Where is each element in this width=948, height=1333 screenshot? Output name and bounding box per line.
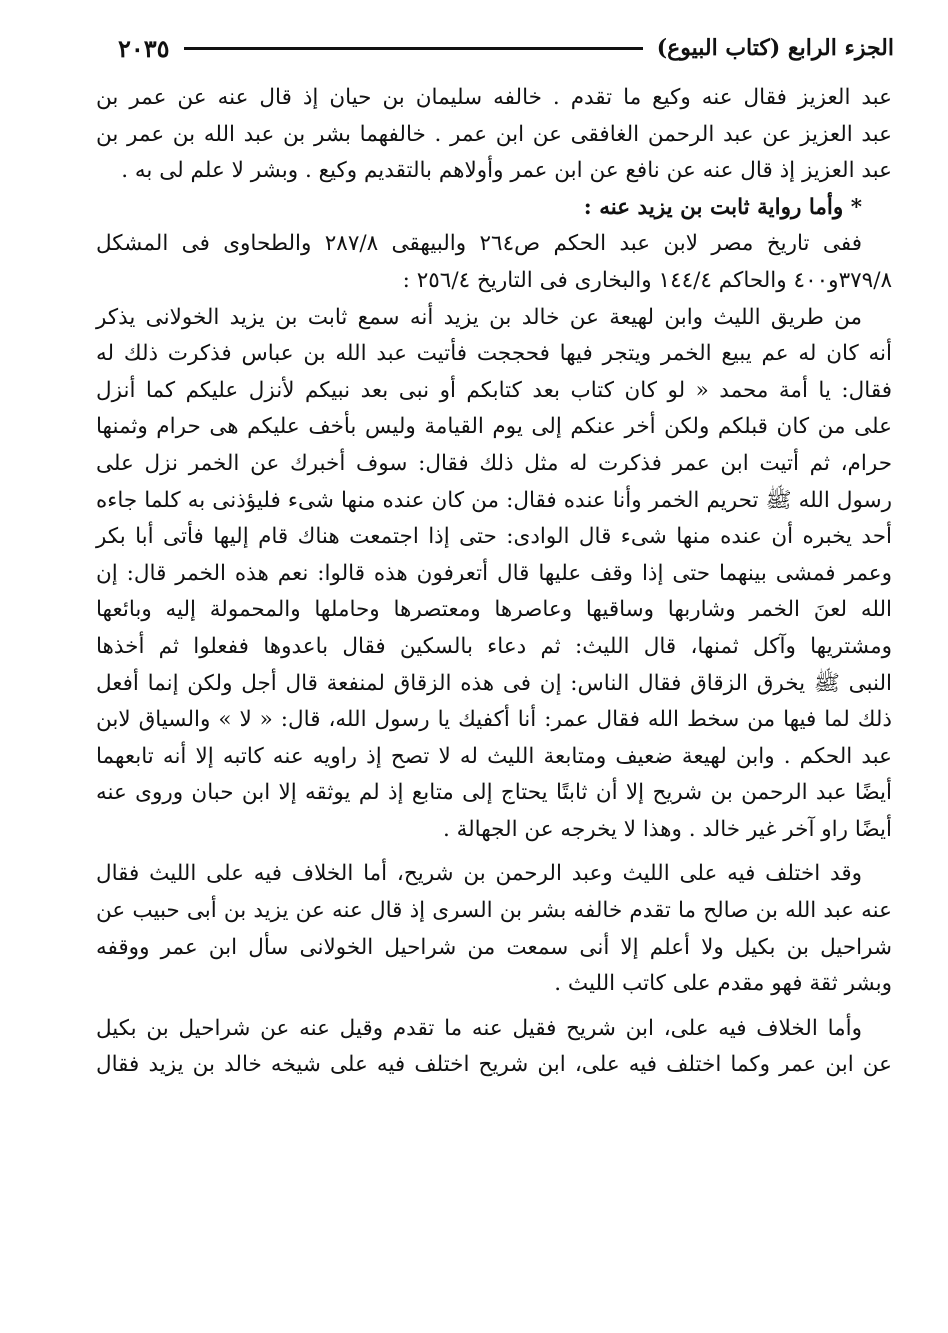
text-line: من طريق الليث وابن لهيعة عن خالد بن يزيد أنه سمع ثابت بن يزيد الخولانى يذكر xyxy=(96,304,862,330)
text-line: الله لعنَ الخمر وشاربها وساقيها وعاصرها ومعتصرها وحاملها والمحمولة إليه وبائعها xyxy=(96,597,892,623)
text-line: عبد العزيز عن عبد الرحمن الغافقى عن ابن عمر . خالفهما بشر بن عبد الله بن عمر بن xyxy=(96,121,892,147)
text-line: ٣٧٩/٨و٤٠٠ والحاكم ١٤٤/٤ والبخارى فى التاريخ ٢٥٦/٤ : xyxy=(402,267,892,293)
text-line: عبد العزيز إذ قال عنه عن نافع عن ابن عمر وأولاهم بالتقديم وكيع . وبشر لا علم لى به . xyxy=(121,158,892,184)
text-line: شراحيل بن بكيل ولا أعلم إلا أنى سمعت من شراحيل الخولانى سأل ابن عمر ووقفه xyxy=(96,934,892,960)
paragraph-gap xyxy=(96,1003,892,1011)
text-line: أنه كان له عم يبيع الخمر ويتجر فيها فحججت فأتيت عبد الله بن عباس فذكرت ذلك له xyxy=(96,341,892,367)
text-line: عن ابن عمر وكما اختلف فيه على، ابن شريح اختلف فيه على شيخه خالد بن يزيد فقال xyxy=(96,1052,892,1078)
text-line: ففى تاريخ مصر لابن عبد الحكم ص٢٦٤ والبيهقى ٢٨٧/٨ والطحاوى فى المشكل xyxy=(96,231,862,257)
text-line: ومشتريها وآكل ثمنها، قال الليث: ثم دعاء بالسكين فقال باعدوها ففعلوا ثم أخذها xyxy=(96,633,892,659)
running-header xyxy=(118,28,894,68)
section-heading: * وأما رواية ثابت بن يزيد عنه : xyxy=(583,194,862,220)
text-line: وعمر فمشى بينهما حتى إذا وقف عليها قال أتعرفون هذه قالوا: نعم هذه الخمر قال: إن xyxy=(96,560,892,586)
text-line: وبشر ثقة فهو مقدم على كاتب الليث . xyxy=(554,971,892,997)
page-number: ٢٠٣٥ xyxy=(118,33,170,63)
text-line: وقد اختلف فيه على الليث وعبد الرحمن بن شريح، أما الخلاف فيه على الليث فقال xyxy=(96,861,862,887)
text-line: ذلك لما فيها من سخط الله فقال عمر: أنا أكفيك يا رسول الله، قال: « لا » والسياق لابن xyxy=(96,707,892,733)
text-line: حرام، ثم أتيت ابن عمر فذكرت له مثل ذلك فقال: سوف أخبرك عن الخمر نزل على xyxy=(96,450,892,476)
header-rule xyxy=(184,47,643,50)
body-text xyxy=(96,80,892,1084)
text-line: النبى ﷺ يخرق الزقاق فقال الناس: إن فى هذه الزقاق لمنفعة قال أجل ولكن إنما أفعل xyxy=(96,670,892,696)
text-line: فقال: يا أمة محمد « لو كان كتاب بعد كتابكم أو نبى بعد نبيكم لأنزل عليكم كما أنزل xyxy=(96,377,892,403)
text-line: أحد يخبره أن عنده منها شىء قال الوادى: حتى إذا اجتمعت هناك قام إليها فأتى أبا بكر xyxy=(96,524,892,550)
text-line: عنه عبد الله بن صالح ما تقدم خالفه بشر بن السرى إذ قال عنه عن يزيد بن أبى حبيب عن xyxy=(96,898,892,924)
text-line: وأما الخلاف فيه على، ابن شريح فقيل عنه ما تقدم وقيل عنه عن شراحيل بن بكيل xyxy=(96,1015,863,1041)
text-line: على من كان قبلكم ولكن أخر عنكم إلى يوم القيامة وليس بأخف عليكم هى حرام وثمنها xyxy=(96,414,892,440)
text-line: عبد الحكم . وابن لهيعة ضعيف ومتابعة الليث له لا تصح إذ راويه عنه كاتبه إلا أنه تابعهما xyxy=(96,743,892,769)
text-line: رسول الله ﷺ تحريم الخمر وأنا عنده فقال: من كان عنده منها شىء فليؤذنى به كلما جاءه xyxy=(96,487,892,513)
paragraph-gap xyxy=(96,848,892,856)
header-title: الجزء الرابع (كتاب البيوع) xyxy=(656,35,894,61)
text-line: أيضًا راو آخر غير خالد . وهذا لا يخرجه عن الجهالة . xyxy=(442,816,892,842)
text-line: عبد العزيز فقال عنه وكيع ما تقدم . خالفه سليمان بن حيان إذ قال عنه عن عمر بن xyxy=(96,85,893,110)
text-line: أيضًا عبد الرحمن بن شريح إلا أن ثابتًا يحتاج إلى متابع إذ لم يوثقه إلا ابن حبان وروى عنه xyxy=(96,780,892,806)
